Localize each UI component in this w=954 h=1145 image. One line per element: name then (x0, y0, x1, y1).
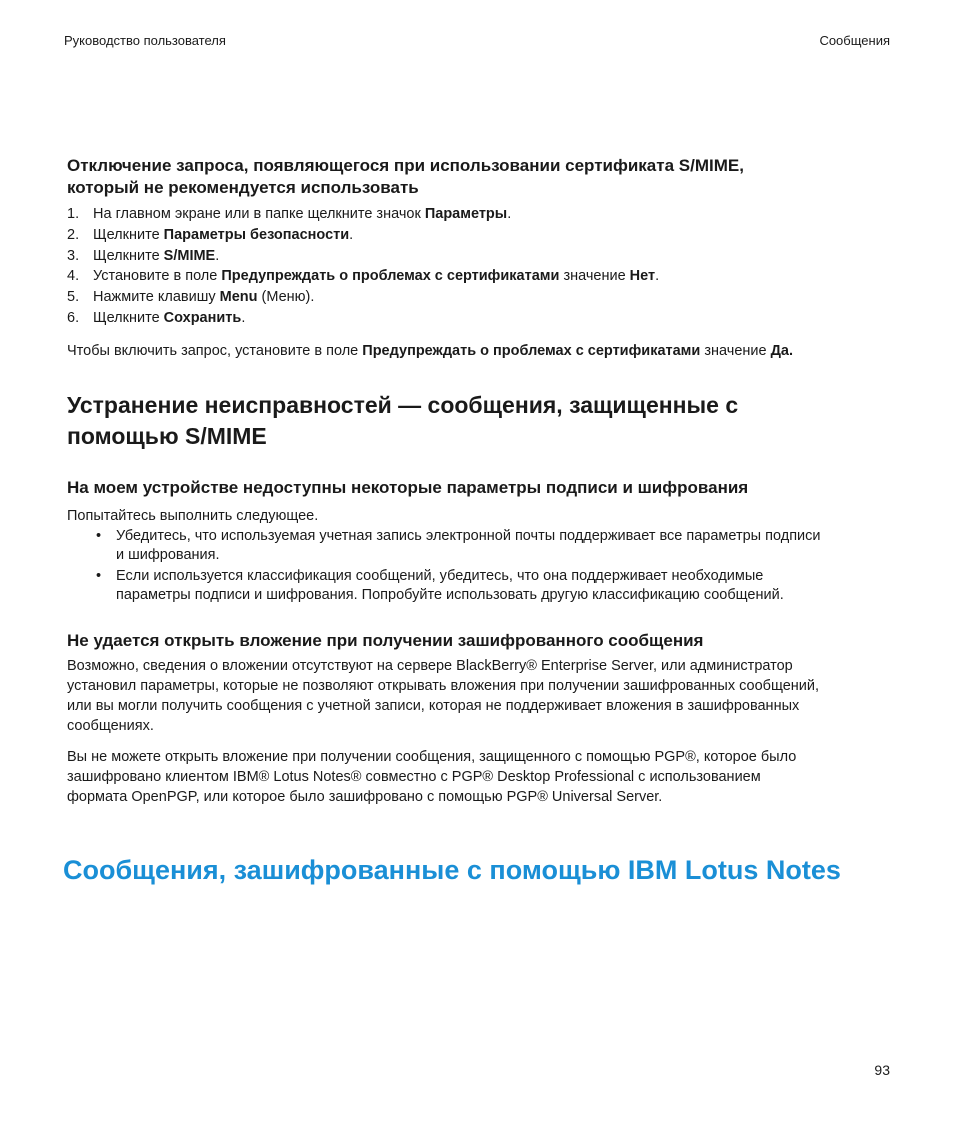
section-heading-disable-prompt (67, 155, 893, 199)
step-item: 5. Нажмите клавишу Menu (Меню). (67, 289, 315, 306)
heading-line-1: Устранение неисправностей — сообщения, защищенные с (67, 392, 739, 418)
step-item: 2. Щелкните Параметры безопасности. (67, 226, 354, 243)
section-disable-prompt (67, 155, 893, 361)
enable-prompt-note: Чтобы включить запрос, установите в поле Предупреждать о проблемах с сертификатами значение Да. (67, 342, 794, 359)
page-number: 93 (874, 1062, 890, 1078)
steps-list (67, 204, 893, 329)
step-item: 1. На главном экране или в папке щелкните значок Параметры. (67, 206, 512, 222)
heading-line-2: помощью S/MIME (67, 423, 267, 449)
paragraph: Вы не можете открыть вложение при получении сообщения, защищенного с помощью PGP®, которое было зашифровано клиентом IBM® Lotus Notes® совместно с PGP® Desktop Professional с использованием формата OpenPGP, или которое было зашифровано с помощью PGP® Universal Server. (67, 749, 797, 805)
section-heading-signing-options: На моем устройстве недоступны некоторые параметры подписи и шифрования (67, 478, 749, 497)
bullet-item: • Убедитесь, что используемая учетная запись электронной почты поддерживает все параметры подписи и шифрования. (96, 528, 821, 563)
section-attachment (67, 630, 893, 807)
heading-line-2: который не рекомендуется использовать (67, 178, 419, 197)
step-item: 3. Щелкните S/MIME. (67, 247, 220, 264)
section-troubleshooting (67, 390, 893, 452)
section-lotus-notes (63, 853, 889, 887)
intro-text: Попытайтесь выполнить следующее. (67, 508, 319, 524)
section-heading-attachment: Не удается открыть вложение при получении зашифрованного сообщения (67, 631, 704, 650)
step-item: 4. Установите в поле Предупреждать о проблемах с сертификатами значение Нет. (67, 268, 660, 285)
step-item: 6. Щелкните Сохранить. (67, 309, 246, 326)
section-signing-options (67, 477, 893, 605)
running-header-section: Сообщения (819, 33, 890, 48)
paragraph: Возможно, сведения о вложении отсутствуют на сервере BlackBerry® Enterprise Server, или администратор установил параметры, которые не позволяют открывать вложения при получении зашифрованных сообщений, или вы могли получить сообщения с учетной записи, которая не поддерживает вложения в зашифрованных сообщениях. (67, 658, 820, 734)
running-header-title: Руководство пользователя (64, 33, 226, 48)
chapter-heading-lotus-notes: Сообщения, зашифрованные с помощью IBM Lotus Notes (63, 855, 841, 885)
section-heading-troubleshooting (67, 390, 893, 452)
heading-line-1: Отключение запроса, появляющегося при использовании сертификата S/MIME, (67, 156, 744, 175)
bullet-item: • Если используется классификация сообщений, убедитесь, что она поддерживает необходимые параметры подписи и шифрования. Попробуйте использовать другую классификацию сообщений. (96, 568, 784, 603)
bullet-list (67, 527, 893, 605)
